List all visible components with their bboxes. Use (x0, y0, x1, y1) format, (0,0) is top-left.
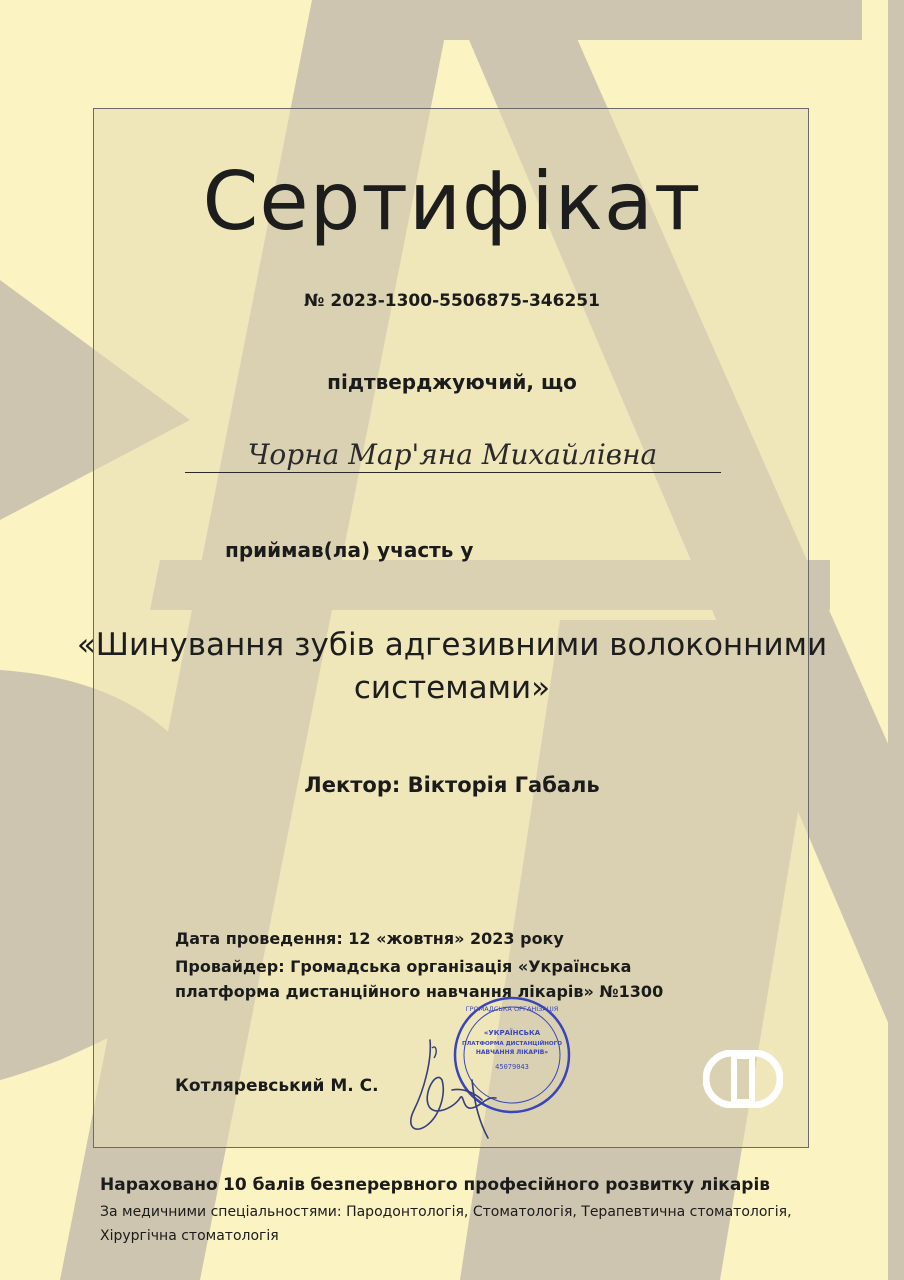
name-underline (185, 472, 721, 473)
signature (402, 1030, 502, 1142)
specialties-info: За медичними спеціальностями: Пародонтологія, Стоматологія, Терапевтична стоматологія, Хірургічна стоматологія (100, 1204, 792, 1244)
signer-name: Котляревський М. С. (175, 1076, 379, 1096)
stamp-line: ПЛАТФОРМА ДИСТАНЦІЙНОГО (461, 1041, 563, 1047)
stamp-line: «УКРАЇНСЬКА (483, 1029, 541, 1037)
course-title: «Шинування зубів адгезивними волоконними системами» (76, 627, 828, 706)
confirm-text: підтверджуючий, що (327, 370, 577, 394)
event-date: Дата проведення: 12 «жовтня» 2023 року (175, 929, 564, 948)
stamp-line: ГРОМАДСЬКА ОРГАНІЗАЦІЯ (465, 1005, 559, 1013)
certificate-number: № 2023-1300-5506875-346251 (304, 291, 600, 311)
provider: Провайдер: Громадська організація «Українська платформа дистанційного навчання лікарів» №1300 (175, 957, 664, 1001)
platform-logo (703, 1050, 783, 1108)
points-prefix: Нараховано (100, 1175, 218, 1195)
lecturer: Лектор: Вікторія Габаль (304, 773, 600, 797)
participation-text: приймав(ла) участь у (225, 538, 474, 562)
certificate-title: Сертифікат (202, 155, 702, 248)
points-info (100, 1175, 770, 1195)
recipient-name: Чорна Мар'яна Михайлівна (247, 438, 658, 471)
stamp-line: 45079043 (495, 1063, 529, 1071)
points-suffix: безперервного професійного розвитку лікарів (310, 1175, 771, 1195)
points-value: 10 балів (223, 1175, 306, 1195)
stamp-line: НАВЧАННЯ ЛІКАРІВ» (475, 1049, 549, 1056)
